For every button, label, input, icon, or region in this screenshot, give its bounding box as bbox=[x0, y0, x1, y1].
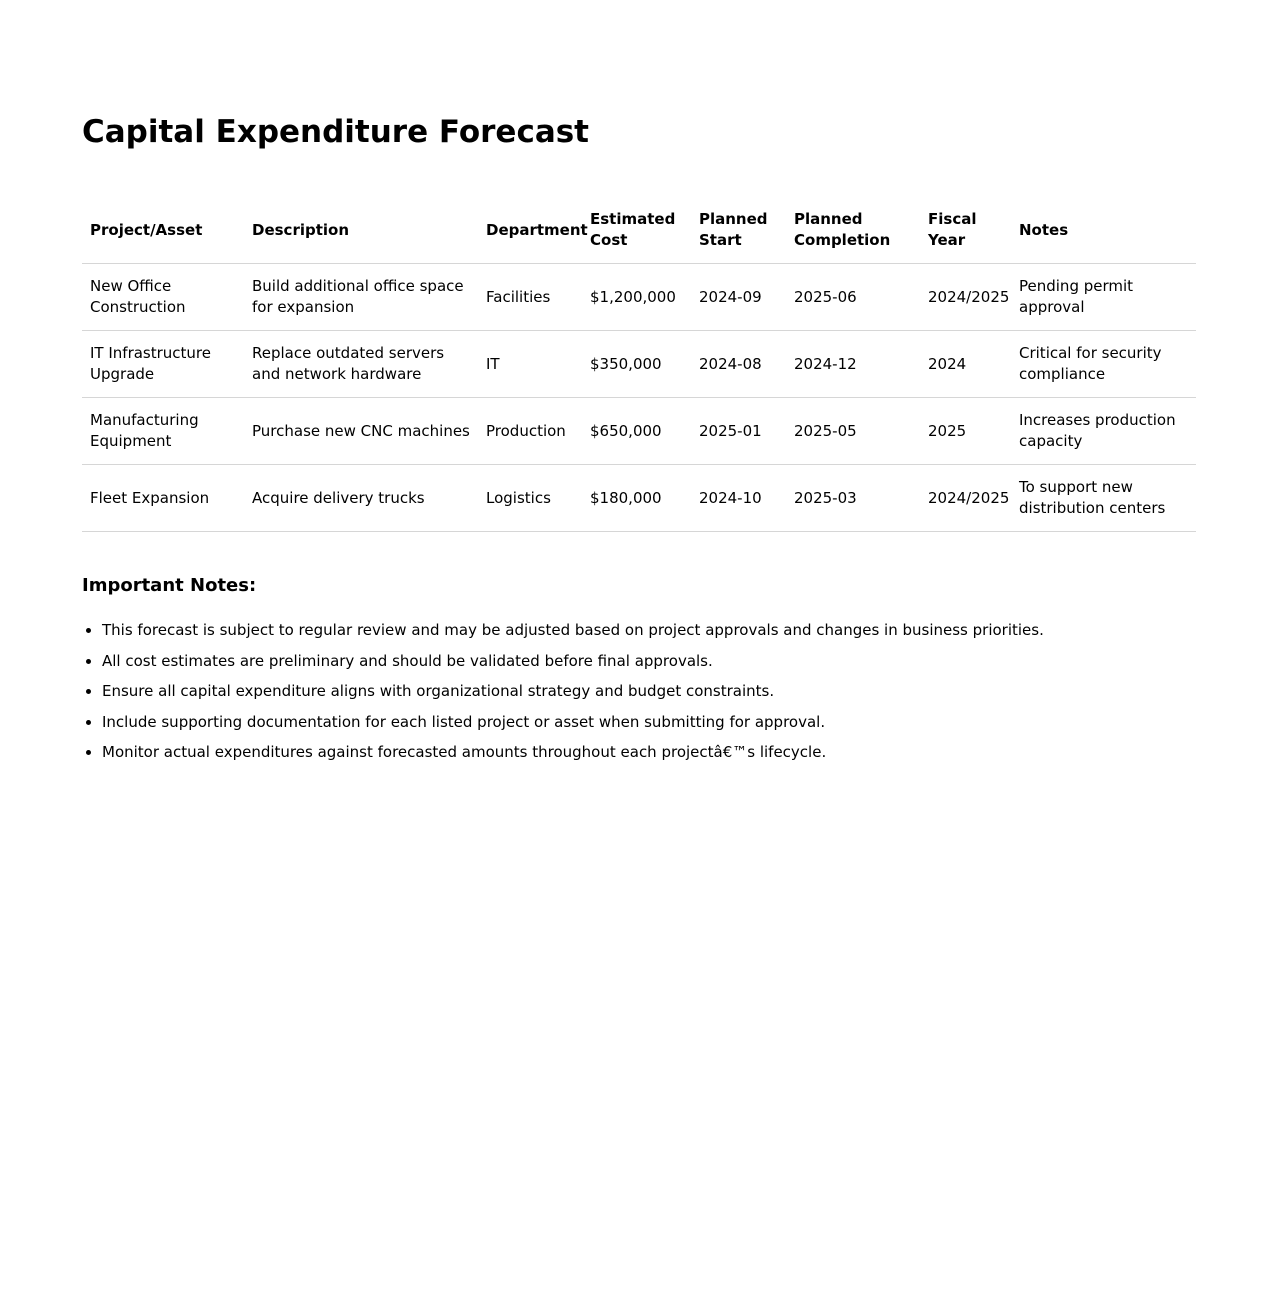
cell-description: Purchase new CNC machines bbox=[244, 398, 478, 465]
cell-estimated-cost: $1,200,000 bbox=[582, 264, 691, 331]
cell-project-asset: Fleet Expansion bbox=[82, 465, 244, 532]
cell-description: Acquire delivery trucks bbox=[244, 465, 478, 532]
cell-planned-completion: 2025-03 bbox=[786, 465, 920, 532]
list-item: • All cost estimates are preliminary and should be validated before final approvals. bbox=[102, 651, 1196, 672]
cell-estimated-cost: $180,000 bbox=[582, 465, 691, 532]
page-title: Capital Expenditure Forecast bbox=[82, 114, 590, 150]
list-item: • Include supporting documentation for each listed project or asset when submitting for approval. bbox=[102, 712, 1196, 733]
notes-heading: Important Notes: bbox=[82, 575, 257, 596]
header-planned-start: Planned Start bbox=[691, 197, 786, 264]
table-row bbox=[82, 465, 1196, 532]
header-planned-completion: Planned Completion bbox=[786, 197, 920, 264]
cell-estimated-cost: $350,000 bbox=[582, 331, 691, 398]
cell-planned-completion: 2025-05 bbox=[786, 398, 920, 465]
cell-fiscal-year: 2024 bbox=[920, 331, 1011, 398]
cell-notes: Increases production capacity bbox=[1011, 398, 1196, 465]
cell-fiscal-year: 2025 bbox=[920, 398, 1011, 465]
capex-table bbox=[82, 197, 1196, 532]
cell-estimated-cost: $650,000 bbox=[582, 398, 691, 465]
table-row bbox=[82, 331, 1196, 398]
header-estimated-cost: Estimated Cost bbox=[582, 197, 691, 264]
notes-list bbox=[82, 620, 1196, 763]
cell-notes: To support new distribution centers bbox=[1011, 465, 1196, 532]
cell-project-asset: New Office Construction bbox=[82, 264, 244, 331]
cell-project-asset: Manufacturing Equipment bbox=[82, 398, 244, 465]
cell-description: Build additional office space for expansion bbox=[244, 264, 478, 331]
cell-notes: Critical for security compliance bbox=[1011, 331, 1196, 398]
cell-fiscal-year: 2024/2025 bbox=[920, 465, 1011, 532]
list-item: • This forecast is subject to regular review and may be adjusted based on project approvals and changes in business priorities. bbox=[102, 620, 1196, 641]
list-item: • Ensure all capital expenditure aligns with organizational strategy and budget constraints. bbox=[102, 681, 1196, 702]
header-fiscal-year: Fiscal Year bbox=[920, 197, 1011, 264]
cell-planned-completion: 2025-06 bbox=[786, 264, 920, 331]
cell-fiscal-year: 2024/2025 bbox=[920, 264, 1011, 331]
table-row bbox=[82, 264, 1196, 331]
cell-planned-start: 2025-01 bbox=[691, 398, 786, 465]
list-item: • Monitor actual expenditures against forecasted amounts throughout each projectâ€™s lifecycle. bbox=[102, 742, 1196, 763]
cell-project-asset: IT Infrastructure Upgrade bbox=[82, 331, 244, 398]
cell-department: Logistics bbox=[478, 465, 582, 532]
table-row bbox=[82, 398, 1196, 465]
header-department: Department bbox=[478, 197, 582, 264]
cell-planned-start: 2024-09 bbox=[691, 264, 786, 331]
table-header-row bbox=[82, 197, 1196, 264]
header-notes: Notes bbox=[1011, 197, 1196, 264]
cell-planned-completion: 2024-12 bbox=[786, 331, 920, 398]
cell-planned-start: 2024-10 bbox=[691, 465, 786, 532]
cell-department: IT bbox=[478, 331, 582, 398]
cell-department: Facilities bbox=[478, 264, 582, 331]
header-description: Description bbox=[244, 197, 478, 264]
header-project-asset: Project/Asset bbox=[82, 197, 244, 264]
cell-description: Replace outdated servers and network hardware bbox=[244, 331, 478, 398]
cell-planned-start: 2024-08 bbox=[691, 331, 786, 398]
cell-notes: Pending permit approval bbox=[1011, 264, 1196, 331]
cell-department: Production bbox=[478, 398, 582, 465]
